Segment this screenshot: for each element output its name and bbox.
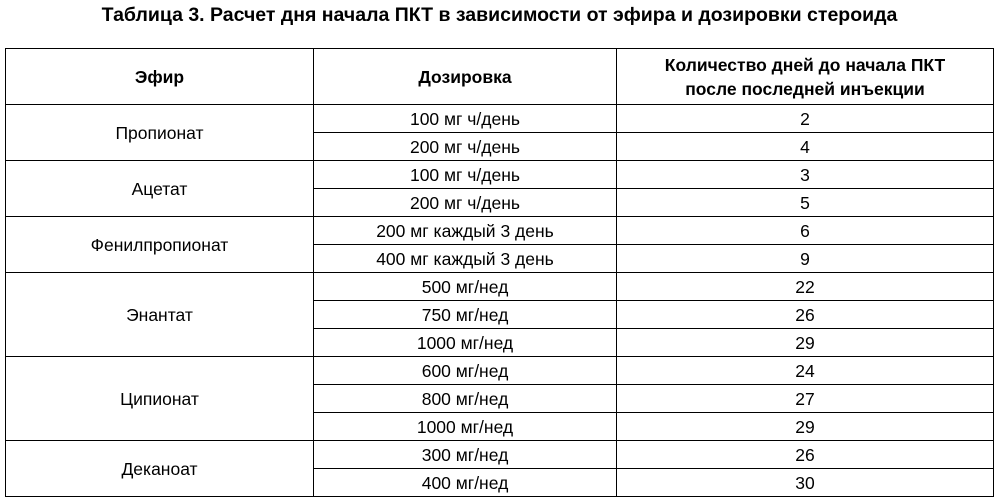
- days-cell: 26: [617, 301, 994, 329]
- ester-cell: Фенилпропионат: [6, 217, 314, 273]
- table-title: Таблица 3. Расчет дня начала ПКТ в зависимости от эфира и дозировки стероида: [101, 4, 898, 26]
- dosage-cell: 600 мг/нед: [314, 357, 617, 385]
- dosage-cell: 100 мг ч/день: [314, 105, 617, 133]
- dosage-cell: 200 мг ч/день: [314, 133, 617, 161]
- dosage-cell: 400 мг каждый 3 день: [314, 245, 617, 273]
- days-cell: 22: [617, 273, 994, 301]
- days-cell: 6: [617, 217, 994, 245]
- dosage-cell: 500 мг/нед: [314, 273, 617, 301]
- dosage-cell: 300 мг/нед: [314, 441, 617, 469]
- days-cell: 5: [617, 189, 994, 217]
- days-cell: 30: [617, 469, 994, 497]
- header-days-line2: после последней инъекции: [685, 78, 925, 99]
- table-row: [6, 217, 994, 245]
- dosage-cell: 750 мг/нед: [314, 301, 617, 329]
- header-days: [617, 49, 994, 105]
- ester-cell: Ципионат: [6, 357, 314, 441]
- dosage-cell: 1000 мг/нед: [314, 413, 617, 441]
- pct-table: [5, 48, 994, 497]
- table-row: [6, 161, 994, 189]
- days-cell: 27: [617, 385, 994, 413]
- ester-cell: Ацетат: [6, 161, 314, 217]
- dosage-cell: 200 мг каждый 3 день: [314, 217, 617, 245]
- dosage-cell: 1000 мг/нед: [314, 329, 617, 357]
- dosage-cell: 400 мг/нед: [314, 469, 617, 497]
- dosage-cell: 200 мг ч/день: [314, 189, 617, 217]
- table-row: [6, 357, 994, 385]
- ester-cell: Пропионат: [6, 105, 314, 161]
- days-cell: 3: [617, 161, 994, 189]
- table-row: [6, 105, 994, 133]
- ester-cell: Деканоат: [6, 441, 314, 497]
- header-days-line1: Количество дней до начала ПКТ: [664, 54, 946, 75]
- days-cell: 24: [617, 357, 994, 385]
- days-cell: 2: [617, 105, 994, 133]
- dosage-cell: 800 мг/нед: [314, 385, 617, 413]
- table-row: [6, 273, 994, 301]
- days-cell: 29: [617, 413, 994, 441]
- header-ester: Эфир: [6, 49, 314, 105]
- header-row: [6, 49, 994, 105]
- days-cell: 26: [617, 441, 994, 469]
- days-cell: 4: [617, 133, 994, 161]
- header-dosage: Дозировка: [314, 49, 617, 105]
- days-cell: 29: [617, 329, 994, 357]
- ester-cell: Энантат: [6, 273, 314, 357]
- days-cell: 9: [617, 245, 994, 273]
- dosage-cell: 100 мг ч/день: [314, 161, 617, 189]
- table-body: [6, 105, 994, 497]
- table-row: [6, 441, 994, 469]
